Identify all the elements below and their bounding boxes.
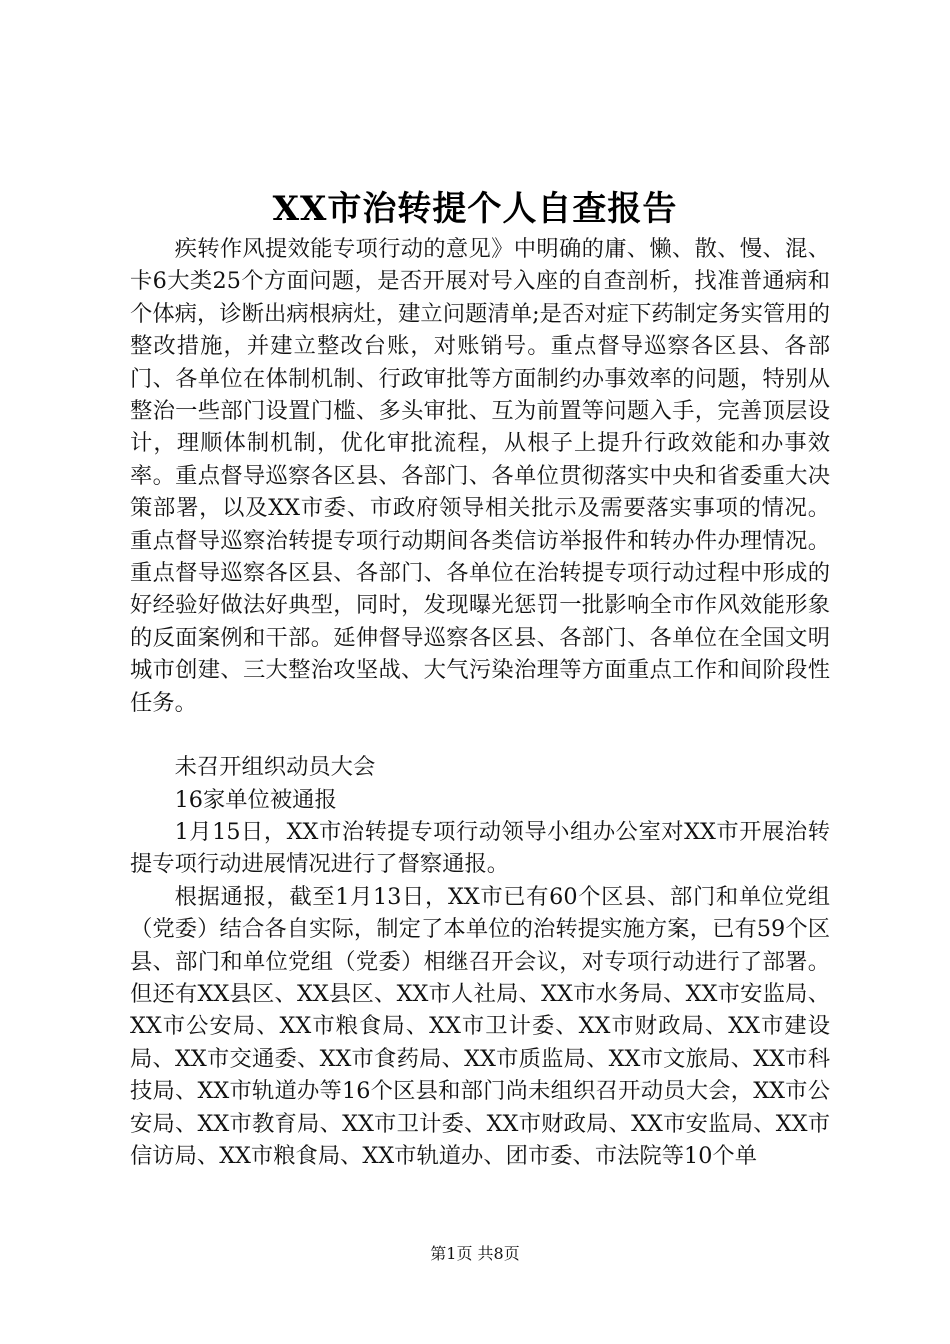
page-footer: 第1页 共8页 bbox=[430, 1244, 520, 1263]
paragraph: 根据通报，截至1月13日，XX市已有60个区县、部门和单位党组（党委）结合各自实际，制定了本单位的治转提实施方案，已有59个区县、部门和单位党组（党委）相继召开会议，对专项行动进行了部署。但还有XX县区、XX县区、XX市人社局、XX市水务局、XX市安监局、XX市公安局、XX市粮食局、XX市卫计委、XX市财政局、XX市建设局、XX市交通委、XX市食药局、XX市质监局、XX市文旅局、XX市科技局、XX市轨道办等16个区县和部门尚未组织召开动员大会，XX市公安局、XX市教育局、XX市卫计委、XX市财政局、XX市安监局、XX市信访局、XX市粮食局、XX市轨道办、团市委、市法院等10个单 bbox=[130, 883, 830, 1169]
document-body bbox=[130, 233, 830, 1172]
paragraph: 1月15日，XX市治转提专项行动领导小组办公室对XX市开展治转提专项行动进展情况进行了督察通报。 bbox=[130, 818, 830, 878]
document-title: XX市治转提个人自查报告 bbox=[272, 189, 678, 229]
paragraph: 疾转作风提效能专项行动的意见》中明确的庸、懒、散、慢、混、卡6大类25个方面问题，是否开展对号入座的自查剖析，找准普通病和个体病，诊断出病根病灶，建立问题清单;是否对症下药制定务实管用的整改措施，并建立整改台账，对账销号。重点督导巡察各区县、各部门、各单位在体制机制、行政审批等方面制约办事效率的问题，特别从整治一些部门设置门槛、多头审批、互为前置等问题入手，完善顶层设计，理顺体制机制，优化审批流程，从根子上提升行政效能和办事效率。重点督导巡察各区县、各部门、各单位贯彻落实中央和省委重大决策部署，以及XX市委、市政府领导相关批示及需要落实事项的情况。重点督导巡察治转提专项行动期间各类信访举报件和转办件办理情况。重点督导巡察各区县、各部门、各单位在治转提专项行动过程中形成的好经验好做法好典型，同时，发现曝光惩罚一批影响全市作风效能形象的反面案例和干部。延伸督导巡察各区县、各部门、各单位在全国文明城市创建、三大整治攻坚战、大气污染治理等方面重点工作和间阶段性任务。 bbox=[130, 236, 830, 716]
paragraph: 未召开组织动员大会 bbox=[174, 754, 376, 781]
paragraph: 16家单位被通报 bbox=[174, 786, 337, 813]
